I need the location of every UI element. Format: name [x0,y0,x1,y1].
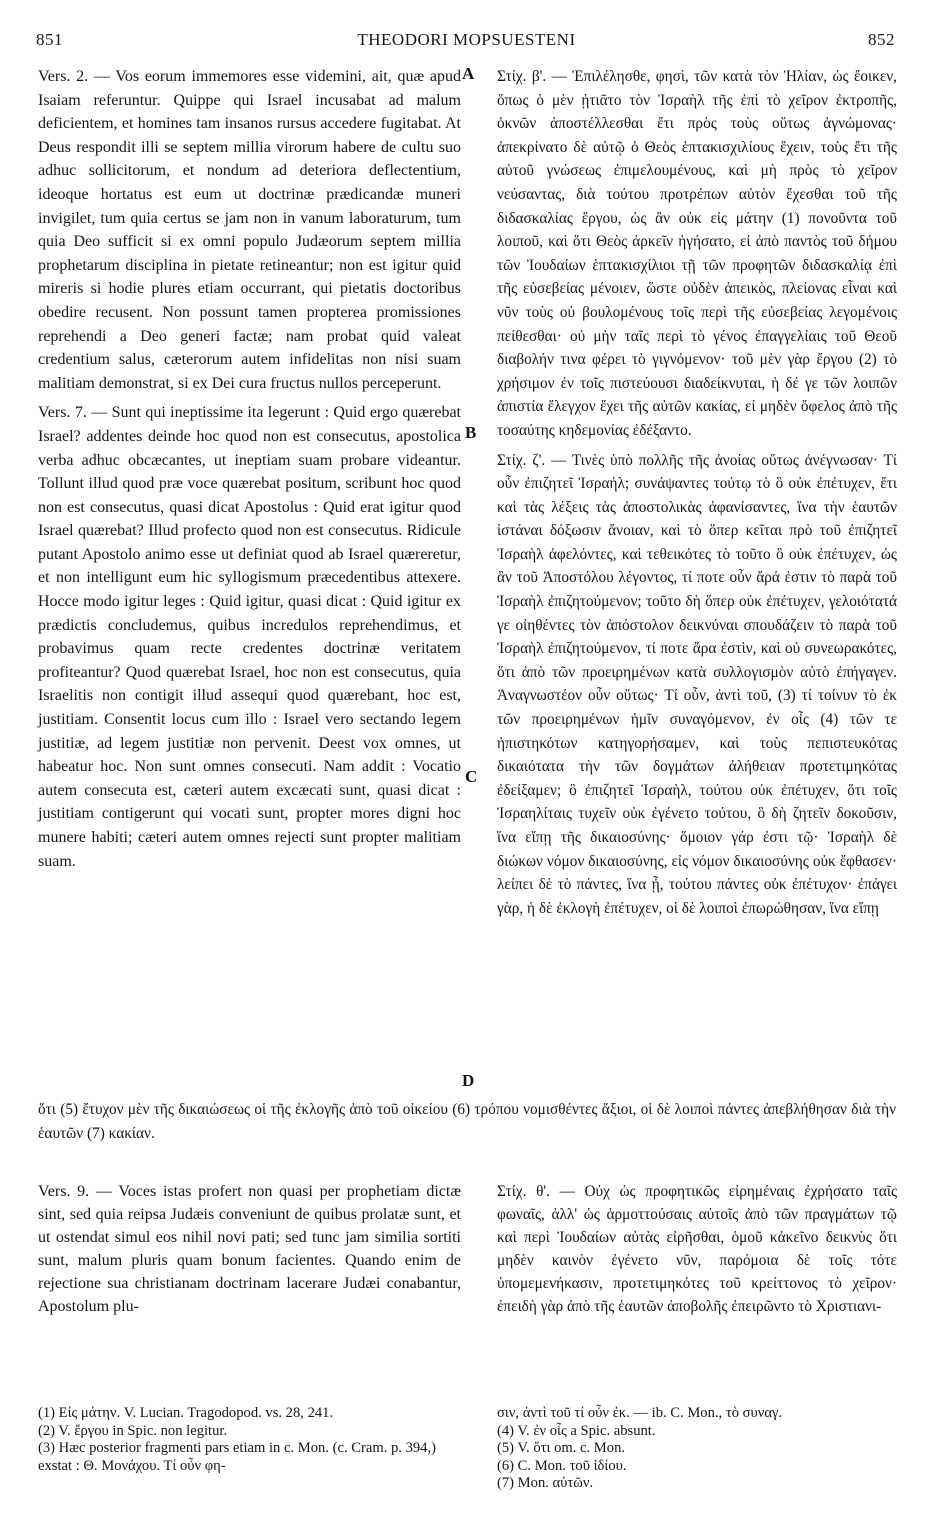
page-number-left: 851 [36,30,63,49]
margin-marker-b: B [465,423,477,442]
footnote: (5) V. ὅτι om. c. Mon. [497,1440,626,1457]
footnote: (6) C. Mon. τοῦ ἰδίου. [497,1457,627,1474]
greek-full-width-line: ὅτι (5) ἔτυχον μὲν τῆς δικαιώσεως οἱ τῆς ἐκλογῆς ἀπὸ τοῦ οἰκείου (6) τρόπου νομισθέντες ἄξιοι, οἱ δὲ λοιποὶ πάντες ἀπεβλήθησαν διὰ τὴν ἑαυτῶν (7) κακίαν. [38,1101,896,1142]
greek-column-lower [497,1180,897,1318]
latin-column-upper [38,65,461,873]
footnote: (2) V. ἔργου in Spic. non legitur. [38,1422,228,1439]
greek-column-upper [497,65,897,920]
greek-stich-7: Στίχ. ζ'. — Τινὲς ὑπὸ πολλῆς τῆς ἀνοίας οὕτως ἀνέγνωσαν· Τί οὖν ἐπιζητεῖ Ἰσραήλ; συνάψαντες τούτῳ τὸ ὃ οὐκ ἐπέτυχεν, ἔτι καὶ τὰς λέξεις τὰς ἀποστολικὰς ἀφανίσαντες, ἵνα τὴν ἑαυτῶν ἱστάναι δόξωσιν ἄνοιαν, καὶ τὸ ὅπερ κεῖται πρὸ τοῦ ἐπιζητεῖ Ἰσραὴλ ἀφελόντες, καὶ τεθεικότες τὸ τοῦτο ὃ οὐκ ἐπέτυχεν, ὡς ἂν τοῦ Ἀποστόλου λέγοντος, τί ποτε οὖν ἄρά ἐστιν τὸ παρὰ τοῦ Ἰσραὴλ ἐπιζητούμενον; τοῦτο δὴ ὅπερ οὐκ ἐπέτυχεν, γελοιότατά γε οἰηθέντες τὸν ἀπόστολον δεικνύναι σπουδάζειν τὸ παρὰ τοῦ Ἰσραὴλ ἐπιζητούμενον, τί ποτε ἄρα ἐστὶν, καὶ οὐ συνεωρακότες, ὅτι ἀπὸ τῶν προειρημένων κατὰ συλλογισμὸν αὐτὸ ἐπήγαγεν. Ἀναγνωστέον οὖν οὕτως· Τί οὖν, ἀντὶ τοῦ, (3) τί τοίνυν τὸ ἐκ τῶν προειρημένων ἡμῖν συναγόμενον, ἐν οἷς (4) τῶν τε ἠπιστηκότων κατηγορήσαμεν, καὶ τοὺς πεπιστευκότας δικαιότατα τὴν τῶν δογμάτων ἀλήθειαν προτετιμηκότας ἐδείξαμεν; ὃ ἐπιζητεῖ Ἰσραὴλ, τούτου οὐκ ἐπέτυχεν, ὅτι τοῖς Ἰσραηλίταις τυχεῖν οὐκ ἐγένετο τούτου, ὃ δὴ ζητεῖν δοκοῦσιν, ἵνα εἴπῃ τῆς δικαιοσύνης· ὅμοιον γάρ ἐστι τῷ· Ἰσραὴλ δὲ διώκων νόμον δικαιοσύνης, εἰς νόμον δικαιοσύνης οὐκ ἔφθασεν· λείπει δὲ τὸ πάντες, ἵνα ᾖ, τούτου πάντες οὐκ ἐπέτυχον· ἐπάγει γὰρ, ἡ δὲ ἐκλογὴ ἐπέτυχεν, οἱ δὲ λοιποὶ ἐπωρώθησαν, ἵνα εἴπῃ [497,451,897,917]
margin-marker-c: C [465,767,478,786]
latin-verse-7: Vers. 7. — Sunt qui ineptissime ita legerunt : Quid ergo quærebat Israel? addentes deinde hoc quod non est consecutus, apostolica verba adhuc obcæcantes, ut ineptiam suam probare videantur. Tollunt illud quod præ voce quærebat positum, scribunt hoc quod non est consecutus, quasi dicat Apostolus : Quid erat igitur quod Israel quærebat? Illud profecto quod non est consecutus. Ridicule putant Apostolo animo esse ut definiat quod ab Israel quæreretur, et non intelligunt eum hic syllogismum præcedentibus attexere. Hocce modo igitur leges : Quid igitur, quasi dicat : Quid igitur ex prædictis concludemus, quibus incredulos reprehendimus, et probavimus quam recte credentes doctrinæ veritatem profiteantur? Quod quærebat Israel, hoc non est consecutus, quia Israelitis non contigit illud assequi quod quærebant, hoc est, justitiam. Consentit locus cum illo : Israel vero sectando legem justitiæ, ad legem justitiæ non pervenit. Deest vox omnes, ut habeatur hoc. Non sunt omnes consecuti. Nam addit : Vocatio autem consecuta est, cæteri autem excæcati sunt, quasi dicat : justitiam contigerunt qui vocati sunt, propter mores digni hoc munere habiti; cæteri autem omnes rejecti sunt propter malitiam suam. [38,404,461,870]
footnote: (1) Εἰς μάτην. V. Lucian. Tragodopod. vs. 28, 241. [38,1405,334,1421]
footnote: (4) V. ἐν οἷς a Spic. absunt. [497,1422,656,1439]
latin-verse-9: Vers. 9. — Voces istas profert non quasi per prophetiam dictæ sint, sed quia reipsa Judæis conveniunt de quibus prolatæ sunt, et ut ostendat simul eos nihil novi pati; sed tunc jam similia sortiti sunt, malum pluris quam bonum facientes. Quando enim de rejectione sua christianam doctrinam lacerare Judæi conabantur, Apostolum plu- [38,1183,461,1315]
page-number-right: 852 [868,30,895,49]
greek-stich-9: Στίχ. θ'. — Οὐχ ὡς προφητικῶς εἰρημέναις ἐχρήσατο ταῖς φωναῖς, ἀλλ' ὡς ἁρμοττούσαις αὐτοῖς ἀπὸ τῶν πραγμάτων τῷ καὶ περὶ Ἰουδαίων αὐτὰς εἰρῆσθαι, ὁμοῦ κἀκεῖνο δεικνὺς ὅτι μηδὲν καινὸν ἐγένετο νῦν, παρόμοια δὲ τοῖς τότε ὑπομεμενήκασιν, προτετιμηκότες τοῦ κρείττονος τὸ χεῖρον· ἐπειδὴ γὰρ ἀπὸ τῆς ἑαυτῶν ἀποβολῆς ἐπειρῶντο τὸ Χριστιανι- [497,1183,897,1315]
greek-stich-2: Στίχ. β'. — Ἐπιλέλησθε, φησὶ, τῶν κατὰ τὸν Ἠλίαν, ὡς ἔοικεν, ὅπως ὁ μὲν ᾐτιᾶτο τὸν Ἰσραὴλ τῆς ἐπὶ τὸ χεῖρον ἐκτροπῆς, ὀκνῶν ἀποστέλλεσθαι ἔτι πρὸς τοὺς οὕτως ἀγνώμονας· ἀπεκρίνατο δὲ αὐτῷ ὁ Θεὸς ἑπτακισχιλίους ἔχειν, τοὺς ἔτι τῆς αὐτοῦ γνώσεως ἐπιμελουμένους, καὶ μὴ πρὸς τὸ χεῖρον νεύσαντας, διὰ τούτου προτρέπων αὐτὸν ἔχεσθαι τοῦ τῆς διδασκαλίας ἔργου, ὡς ἂν οὐκ εἰς μάτην (1) πονοῦντα τοῦ λοιποῦ, καὶ ὅτι Θεὸς ἀρκεῖν ἡγήσατο, εἰ ἀπὸ παντὸς τοῦ δήμου τῶν Ἰουδαίων ἑπτακισχίλιοι τῇ τῶν προφητῶν διδασκαλίᾳ ἐπὶ τῆς εὐσεβείας μένοιεν, ὥστε οὐδὲν ἀπεικὸς, πλείονας εἶναι καὶ νῦν τοὺς οὐ βουλομένους τοῖς περὶ τῆς εὐσεβείας λεγομένοις πείθεσθαι· οὐ μὴν ταῖς περὶ τὸ γένος ἐπαγγελίαις τοῦ Θεοῦ διαβολήν τινα φέρει τὸ γιγνόμενον· τοῦ μὲν γὰρ ἔργου (2) τὸ χρήσιμον ἐν τοῖς πιστεύουσι διαδείκνυται, ἡ δέ γε τῶν λοιπῶν ἀπιστία ἔλεγχον ἔχει τῆς αὐτῶν κακίας, εἰ μηδὲν ὄφελος ἀπὸ τῆς τοσαύτης κηδεμονίας ἐδέξαντο. [497,68,897,439]
footnote: (7) Mon. αὐτῶν. [497,1475,594,1492]
footnotes-right [497,1405,897,1493]
latin-verse-2: Vers. 2. — Vos eorum immemores esse videmini, ait, quæ apud Isaiam referuntur. Quippe qui Israel incusabat ad malum deficientem, et homines tam insanos rursus accedere fugitabat. At Deus respondit illi se septem millia virorum habere de cultu suo adhuc sollicitorum, et nondum ad deteriora deflectentium, ideoque hortatus est eum ut doctrinæ prædicandæ muneri invigilet, tum quia certus se jam non in vanum laboraturum, tum quia Deo sufficit si ex omni populo Judæorum septem millia prophetarum disciplina in pietate retineantur; non est igitur quid mireris si hodie plures etiam occurrant, qui pietatis doctoribus obedire recusent. Non possunt tamen propterea promissiones reprehendi a Deo generi factæ; nam probat quid valeat credentium salus, cæterorum autem infidelitas non nisi suam malitiam demonstrat, si ex Dei cura fructus nullos perceperunt. [38,68,461,392]
latin-column-lower [38,1180,461,1318]
margin-marker-a: A [462,64,475,83]
running-title: THEODORI MOPSUESTENI [357,30,576,49]
footnote: (3) Hæc posterior fragmenti pars etiam in c. Mon. (c. Cram. p. 394,) exstat : Θ. Μονάχου. Τί οὖν φη- [38,1440,436,1474]
footnotes-left [38,1405,468,1475]
footnote: σιν, ἀντὶ τοῦ τί οὖν ἐκ. — ib. C. Mon., τὸ συναγ. [497,1405,783,1421]
margin-marker-d: D [462,1071,475,1090]
